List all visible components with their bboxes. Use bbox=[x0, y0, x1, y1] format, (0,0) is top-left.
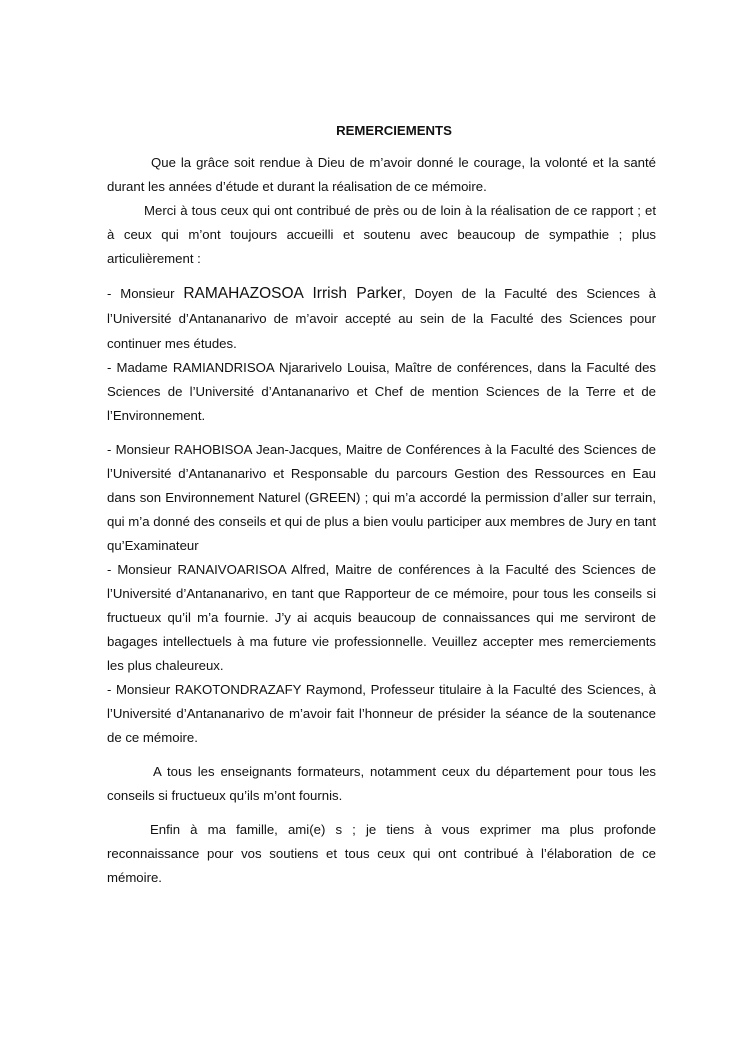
thanks-item-examinateur: - Monsieur RAHOBISOA Jean-Jacques, Maitre de Conférences à la Faculté des Sciences de l’Université d’Antananarivo et Responsable du parcours Gestion des Ressources en Eau dans son Environnement Naturel (GREEN) ; qui m’a accordé la permission d’aller sur terrain, qui m’a donné des conseils et qui de plus a bien voulu participer aux membres de Jury en tant qu’Examinateur bbox=[107, 442, 656, 553]
person-name: RAMAHAZOSOA Irrish Parker bbox=[183, 285, 403, 302]
acknowledgements-section bbox=[107, 119, 656, 890]
item-text: , Doyen de la Faculté des Sciences à l’Université d’Antananarivo de m’avoir accepté au sein de la Faculté des Sciences pour continuer mes études. bbox=[107, 286, 657, 351]
page-title: REMERCIEMENTS bbox=[336, 123, 452, 138]
family-paragraph: Enfin à ma famille, ami(e) s ; je tiens à vous exprimer ma plus profonde reconnaissance pour vos soutiens et tous ceux qui ont contribué à l’élaboration de ce mémoire. bbox=[107, 822, 656, 885]
thanks-item-doyen bbox=[107, 281, 656, 356]
thanks-all-paragraph: Merci à tous ceux qui ont contribué de près ou de loin à la réalisation de ce rapport ; et à ceux qui m’ont toujours accueilli et soutenu avec beaucoup de sympathie ; plus articulièrement : bbox=[107, 203, 656, 266]
teachers-paragraph: A tous les enseignants formateurs, notamment ceux du département pour tous les conseils si fructueux qu’ils m’ont fournis. bbox=[107, 764, 656, 803]
thanks-item-rapporteur: - Monsieur RANAIVOARISOA Alfred, Maitre de conférences à la Faculté des Sciences de l’Université d’Antananarivo, en tant que Rapporteur de ce mémoire, pour tous les conseils si fructueux qu’il m’a fournie. J’y ai acquis beaucoup de connaissances qui me serviront de bagages intellectuels à ma future vie professionnelle. Veuillez accepter mes remerciements les plus chaleureux. bbox=[107, 562, 656, 673]
thanks-item-president: - Monsieur RAKOTONDRAZAFY Raymond, Professeur titulaire à la Faculté des Sciences, à l’Université d’Antananarivo de m’avoir fait l’honneur de présider la séance de la soutenance de ce mémoire. bbox=[107, 682, 656, 745]
thanks-item-chef-mention: - Madame RAMIANDRISOA Njararivelo Louisa, Maître de conférences, dans la Faculté des Sciences de l’Université d’Antananarivo et Chef de mention Sciences de la Terre et de l’Environnement. bbox=[107, 360, 656, 423]
item-prefix: - Monsieur bbox=[107, 286, 184, 301]
intro-paragraph: Que la grâce soit rendue à Dieu de m’avoir donné le courage, la volonté et la santé durant les années d’étude et durant la réalisation de ce mémoire. bbox=[107, 155, 656, 194]
